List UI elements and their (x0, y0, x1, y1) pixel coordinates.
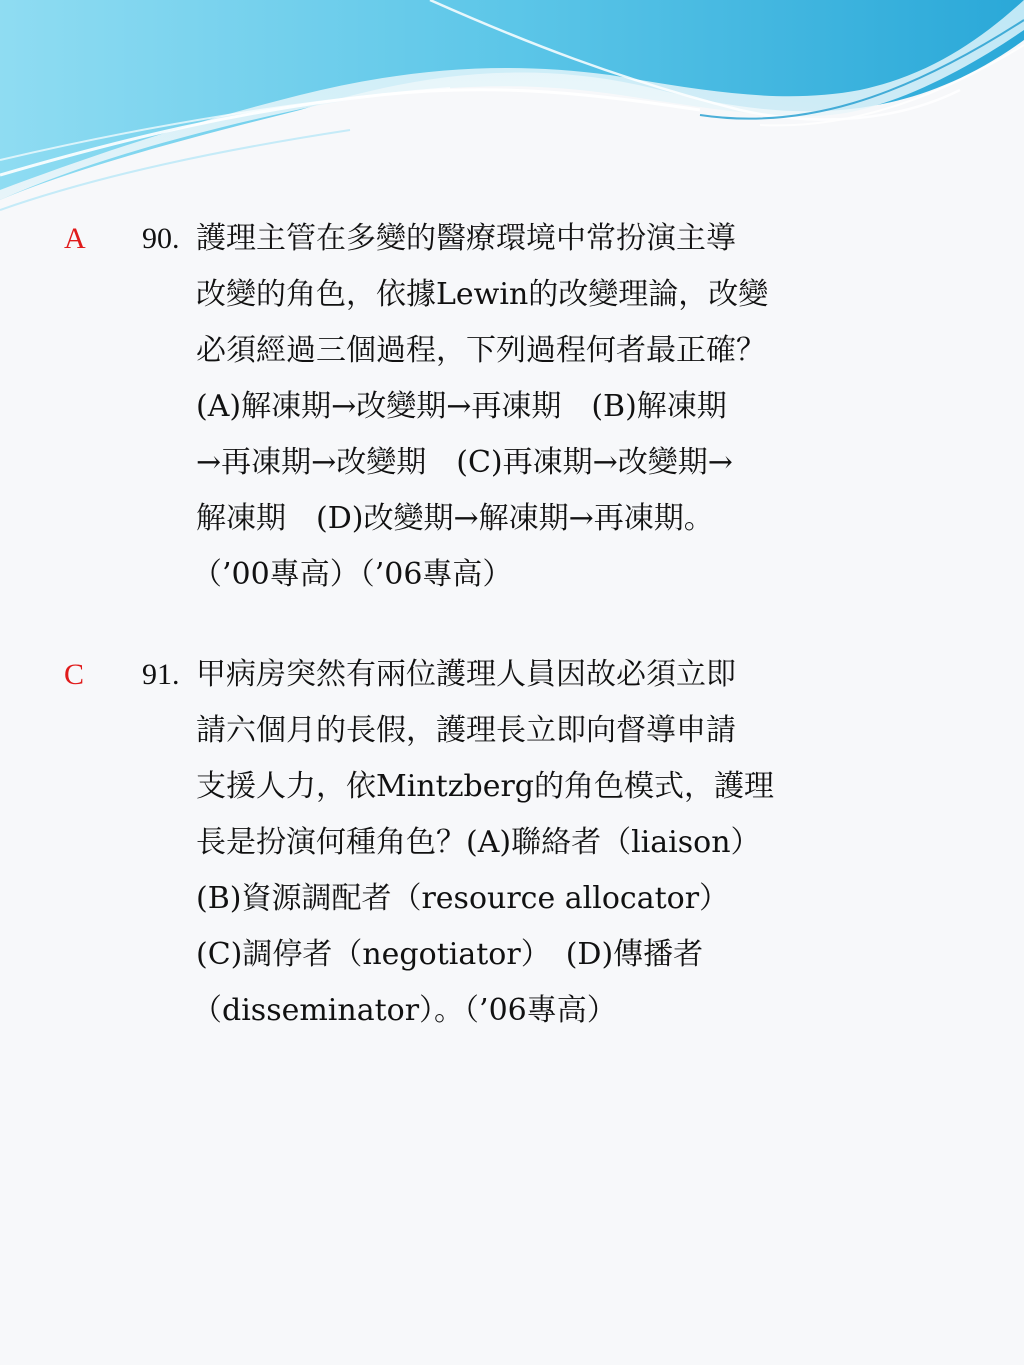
question-line: 請六個月的長假，護理長立即向督導申請 (196, 713, 736, 748)
question-line: 必須經過三個過程，下列過程何者最正確？ (196, 333, 766, 368)
question-line: 護理主管在多變的醫療環境中常扮演主導 (196, 221, 736, 256)
question-source: （’00專高）（’06專高） (192, 557, 513, 592)
question-line: 改變的角色，依據Lewin的改變理論，改變 (196, 277, 769, 312)
question-line: 解凍期 (D)改變期→解凍期→再凍期。 (196, 501, 714, 536)
question-line: （disseminator）。（’06專高） (192, 993, 617, 1028)
header-wave-decoration (0, 0, 1024, 240)
question-line: (B)資源調配者（resource allocator） (196, 881, 730, 916)
question-line: (A)解凍期→改變期→再凍期 (B)解凍期 (196, 389, 727, 424)
question-text (192, 647, 916, 1039)
question-line: 長是扮演何種角色？(A)聯絡者（liaison） (196, 825, 761, 860)
answer-key: A (64, 222, 86, 255)
question-line: (C)調停者（negotiator） (D)傳播者 (196, 937, 704, 972)
question-line: 支援人力，依Mintzberg的角色模式，護理 (196, 769, 774, 804)
question-number: 91. (142, 658, 180, 691)
question-text (192, 211, 916, 603)
answer-key: C (64, 658, 85, 691)
question-line: →再凍期→改變期 (C)再凍期→改變期→ (196, 445, 733, 480)
question-line: 甲病房突然有兩位護理人員因故必須立即 (196, 657, 736, 692)
question-number: 90. (142, 222, 180, 255)
